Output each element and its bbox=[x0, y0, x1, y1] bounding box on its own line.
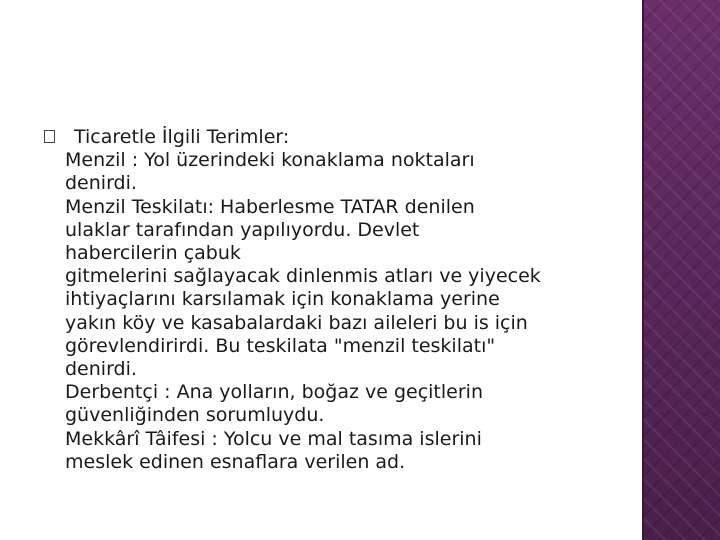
text-line: meslek edinen esnaflara verilen ad. bbox=[65, 450, 406, 473]
text-line: ulaklar tarafından yapılıyordu. Devlet bbox=[65, 218, 420, 241]
text-line: Derbentçi : Ana yolların, boğaz ve geçitlerin bbox=[65, 381, 483, 404]
text-line: habercilerin çabuk bbox=[65, 242, 241, 265]
text-line: denirdi. bbox=[65, 358, 137, 381]
slide-content bbox=[44, 126, 634, 474]
bullet-item bbox=[44, 126, 634, 474]
text-line: yakın köy ve kasabalardaki bazı aileleri bu is için bbox=[65, 311, 528, 334]
text-line: Mekkârî Tâifesi : Yolcu ve mal tasıma islerini bbox=[65, 427, 482, 450]
text-line: Menzil : Yol üzerindeki konaklama noktaları bbox=[65, 149, 475, 172]
text-line: Menzil Teskilatı: Haberlesme TATAR denilen bbox=[65, 195, 475, 218]
decorative-side-band bbox=[642, 0, 720, 540]
text-line: güvenliğinden sorumluydu. bbox=[65, 404, 325, 427]
bullet-square-icon bbox=[44, 130, 55, 143]
text-line: gitmelerini sağlayacak dinlenmis atları ve yiyecek bbox=[65, 265, 541, 288]
text-line: ihtiyaçlarını karsılamak için konaklama yerine bbox=[65, 288, 500, 311]
bullet-text bbox=[44, 126, 634, 474]
text-line: görevlendirirdi. Bu teskilata "menzil teskilatı" bbox=[65, 334, 496, 357]
text-line: denirdi. bbox=[65, 172, 137, 195]
terms-heading: Ticaretle İlgili Terimler: bbox=[74, 126, 290, 148]
